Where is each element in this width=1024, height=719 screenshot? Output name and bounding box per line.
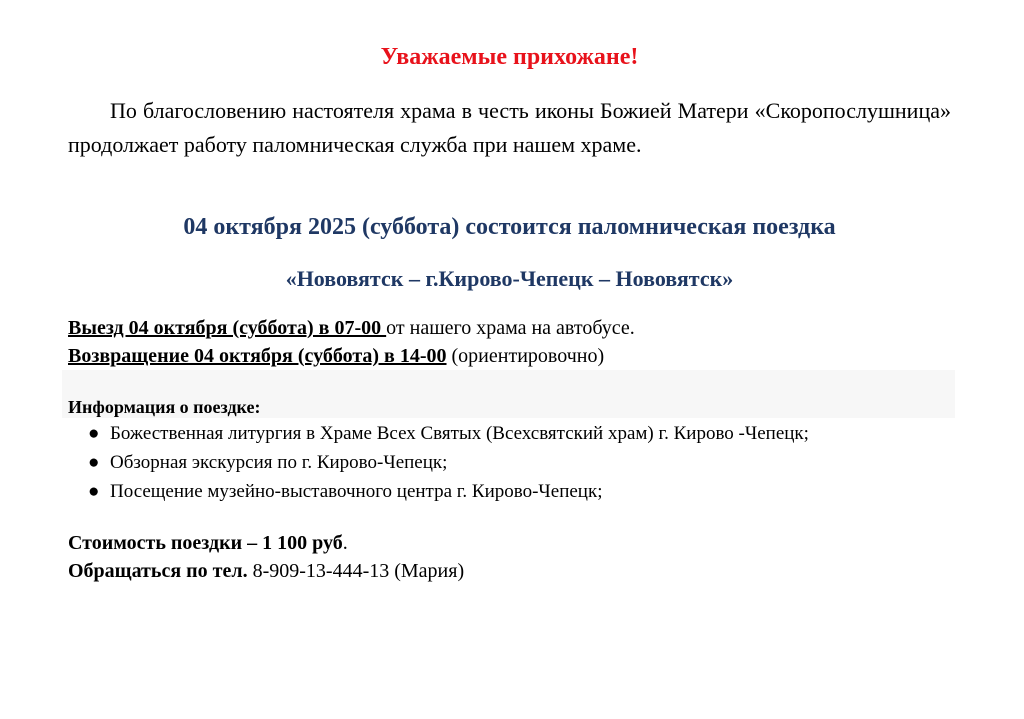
departure-line xyxy=(68,314,951,342)
contact-label: Обращаться по тел. xyxy=(68,560,248,582)
pricing-contact-block xyxy=(68,529,464,585)
cost-line xyxy=(68,529,464,557)
list-item-text: Обзорная экскурсия по г. Кирово-Чепецк; xyxy=(110,452,448,473)
list-item xyxy=(68,422,951,446)
list-item xyxy=(68,451,951,475)
list-item-text: Божественная литургия в Храме Всех Святых (Всехсвятский храм) г. Кирово -Чепецк; xyxy=(110,423,809,444)
trip-headline: 04 октября 2025 (суббота) состоится паломническая поездка xyxy=(183,214,836,240)
info-heading: Информация о поездке: xyxy=(68,397,261,417)
trip-route: «Нововятск – г.Кирово-Чепецк – Нововятск» xyxy=(285,266,734,291)
cost-label: Стоимость поездки – 1 100 руб xyxy=(68,532,343,554)
bullet-icon: ● xyxy=(88,423,100,444)
return-line xyxy=(68,342,951,370)
return-details: (ориентировочно) xyxy=(446,345,605,367)
departure-time: Выезд 04 октября (суббота) в 07-00 xyxy=(68,317,387,339)
intro-paragraph: По благословению настоятеля храма в честь иконы Божией Матери «Скоропослушница» продолжает работу паломническая служба при нашем храме. xyxy=(68,98,951,157)
departure-details: от нашего храма на автобусе. xyxy=(386,317,635,339)
cost-suffix: . xyxy=(342,532,348,554)
contact-phone: 8-909-13-444-13 (Мария) xyxy=(247,560,465,582)
announcement-page xyxy=(68,0,951,719)
contact-line xyxy=(68,557,464,585)
schedule-block xyxy=(68,314,951,370)
bullet-icon: ● xyxy=(88,452,100,473)
bullet-icon: ● xyxy=(88,481,100,502)
list-item-text: Посещение музейно-выставочного центра г. Кирово-Чепецк; xyxy=(110,481,603,502)
list-item xyxy=(68,480,951,504)
page-title: Уважаемые прихожане! xyxy=(380,44,639,70)
info-list xyxy=(68,422,951,504)
return-time: Возвращение 04 октября (суббота) в 14-00 xyxy=(68,345,447,367)
